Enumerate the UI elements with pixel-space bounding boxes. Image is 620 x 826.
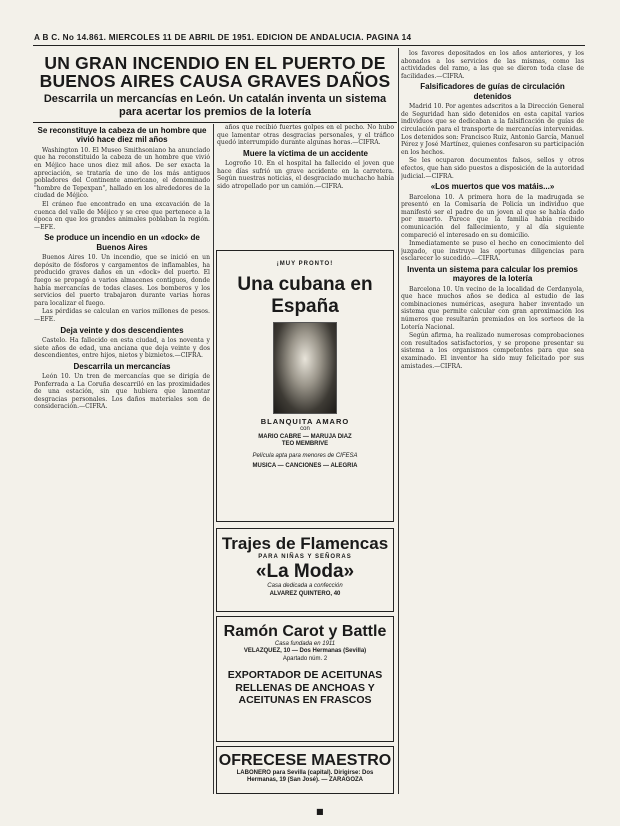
article-heading: Descarrila un mercancías <box>73 361 171 371</box>
subhead: Descarrila un mercancías en León. Un catalán inventa un sistema para acertar los premios de la lotería <box>43 93 387 118</box>
actress-photo <box>273 322 337 414</box>
article-paragraph: Se les ocuparon documentos falsos, sellos y otros efectos, que han sido puestos a disposición de la autoridad judicial.—CIFRA. <box>401 157 584 180</box>
article-heading: Inventa un sistema para calcular los premios mayores de la lotería <box>407 264 578 284</box>
article-paragraph: Buenos Aires 10. Un incendio, que se inició en un depósito de fósforos y cargamentos de inflamables, ha producido graves daños en un «dock» del puerto. El fuego se propagó a varios almacenes contiguos, donde había mercancías de todas clases. Los bomberos y los servicios del puerto trabajaron durante varias horas para localizar el fuego. <box>34 254 210 307</box>
column-left <box>34 124 210 794</box>
article-paragraph: años que recibió fuertes golpes en el pecho. No hubo que lamentar otras desgracias personales, y el tráfico quedó interrumpido durante algunas horas.—CIFRA. <box>217 124 394 147</box>
fashion-ad <box>216 528 394 612</box>
article-paragraph: Logroño 10. En el hospital ha fallecido el joven que hace días sufrió un grave accidente en la carretera. Según nuestras noticias, el desgraciado muchacho había sido atropellado por un camión.—CIFRA. <box>217 160 394 190</box>
article-heading: Deja veinte y dos descendientes <box>60 325 184 335</box>
ad-tags: MUSICA — CANCIONES — ALEGRIA <box>252 463 358 470</box>
column-divider <box>213 124 214 794</box>
ad-note: Película apta para menores de CIFESA <box>252 452 358 459</box>
column-middle <box>217 124 394 244</box>
article-heading: Falsificadores de guías de circulación detenidos <box>420 82 565 101</box>
article-paragraph: Barcelona 10. A primera hora de la madrugada se presentó en la Comisaría de Policía un individuo que manifestó ser el padre de un joven al que se había dado por muerto. Parece que la familia había recibido comunicación del fallecimiento, y al día siguiente compareció el interesado en su domicilio. <box>401 193 584 239</box>
page-mark: ■ <box>316 806 324 816</box>
ad-star: BLANQUITA AMARO <box>260 417 350 427</box>
article-heading: Muere la víctima de un accidente <box>243 148 368 158</box>
article-heading: Se produce un incendio en un «dock» de Buenos Aires <box>44 233 200 252</box>
movie-ad <box>216 250 394 522</box>
article-paragraph: Barcelona 10. Un vecino de la localidad de Cerdanyola, que hace muchos años se dedica al estudio de las combinaciones numéricas, asegura haber inventado un sistema que permite calcular con gran aproximación los números que resultarán premiados en los sorteos de la Lotería Nacional. <box>401 285 584 331</box>
ad-sub: Casa fundada en 1911 <box>274 641 336 647</box>
ad-text: LABONERO para Sevilla (capital). Dirigirse: Dos Hermanas, 19 (San José). — ZARAGOZA <box>236 770 374 784</box>
ad-kicker: ¡MUY PRONTO! <box>276 261 334 267</box>
ad-title: Una cubana en España <box>237 274 373 318</box>
article-paragraph: Según afirma, ha realizado numerosas comprobaciones con resultados satisfactorios, y se propone presentar su sistema a los organismos competentes para que sea examinado. El inventor ha sido muy felicitado por sus amistades.—CIFRA. <box>401 332 584 370</box>
headline-rule <box>33 122 397 123</box>
article-paragraph: Castelo. Ha fallecido en esta ciudad, a los noventa y siete años de edad, una anciana que deja veinte y dos descendientes, entre hijos, nietos y biznietos.—CIFRA. <box>34 336 210 360</box>
ad-cast: TEO MEMBRIVE <box>281 441 329 448</box>
article-paragraph: El cráneo fue encontrado en una excavación de la cuenca del valle de Méjico y se cree que pertenece a la época en que los grandes animales poblaban la región.—EFE. <box>34 200 210 231</box>
article-heading: Se reconstituye la cabeza de un hombre que vivió hace diez mil años <box>37 126 207 145</box>
ad-title: Trajes de Flamencas <box>221 534 389 553</box>
article-heading: «Los muertos que vos matáis...» <box>430 182 555 192</box>
article-paragraph: Washington 10. El Museo Smithsoniano ha anunciado que ha reconstituido la cabeza de un hombre que vivió en Méjico hace unos diez mil años. De ser exacta la apreciación, se trataría de uno de los más antiguos pobladores del Continente americano, el denominado "hombre de Tepexpan", hallado en los alrededores de la ciudad de Méjico. <box>34 146 210 200</box>
article-paragraph: Inmediatamente se puso el hecho en conocimiento del juzgado, que instruye las oportunas diligencias para esclarecer lo sucedido.—CIFRA. <box>401 240 584 263</box>
ad-note: Casa dedicada a confección <box>267 583 343 590</box>
ad-cast: MARIO CABRE — MARUJA DIAZ <box>258 433 352 440</box>
article-paragraph: los favores depositados en los años anteriores, y los abonados a los servicios de las mismas, como las actividades del ramo, a las que se dieron toda clase de facilidades.—CIFRA. <box>401 50 584 80</box>
column-right <box>401 50 584 794</box>
ad-brand: «La Moda» <box>255 561 355 583</box>
article-paragraph: León 10. Un tren de mercancías que se dirigía de Ponferrada a La Coruña descarriló en las proximidades de una estación, sin que hubiera que lamentar desgracias personales. Los daños materiales son de consideración.—CIFRA. <box>34 373 210 411</box>
ad-address: ALVAREZ QUINTERO, 40 <box>269 590 341 597</box>
ad-address: Apartado núm. 2 <box>282 655 328 662</box>
teacher-ad <box>216 746 394 794</box>
ad-line: RELLENAS DE ANCHOAS Y <box>235 681 375 694</box>
ad-title: OFRECESE MAESTRO <box>218 752 392 769</box>
masthead: A B C. No 14.861. MIERCOLES 11 DE ABRIL DE 1951. EDICION DE ANDALUCIA. PAGINA 14 <box>34 33 412 42</box>
headline: UN GRAN INCENDIO EN EL PUERTO DE BUENOS AIRES CAUSA GRAVES DAÑOS <box>39 53 391 91</box>
ad-title: Ramón Carot y Battle <box>223 623 387 640</box>
top-rule <box>33 45 585 46</box>
ad-line: EXPORTADOR DE ACEITUNAS <box>227 669 383 682</box>
ad-with: con <box>300 426 310 433</box>
olive-export-ad <box>216 616 394 742</box>
article-paragraph: Las pérdidas se calculan en varios millones de pesos.—EFE. <box>34 308 210 323</box>
ad-sub: PARA NIÑAS Y SEÑORAS <box>258 554 352 560</box>
ad-address: VELAZQUEZ, 10 — Dos Hermanas (Sevilla) <box>243 648 367 655</box>
ad-line: ACEITUNAS EN FRASCOS <box>238 694 372 707</box>
column-divider <box>398 48 399 794</box>
article-paragraph: Madrid 10. Por agentes adscritos a la Dirección General de Seguridad han sido detenidos en esta capital varios individuos que se dedicaban a la falsificación de guías de circulación para el transporte de mercancías intervenidas. Los detenidos son: Francisco Ruiz, Antonio García, Manuel Pérez y José Martínez, quienes confesaron su participación en los hechos. <box>401 103 584 156</box>
